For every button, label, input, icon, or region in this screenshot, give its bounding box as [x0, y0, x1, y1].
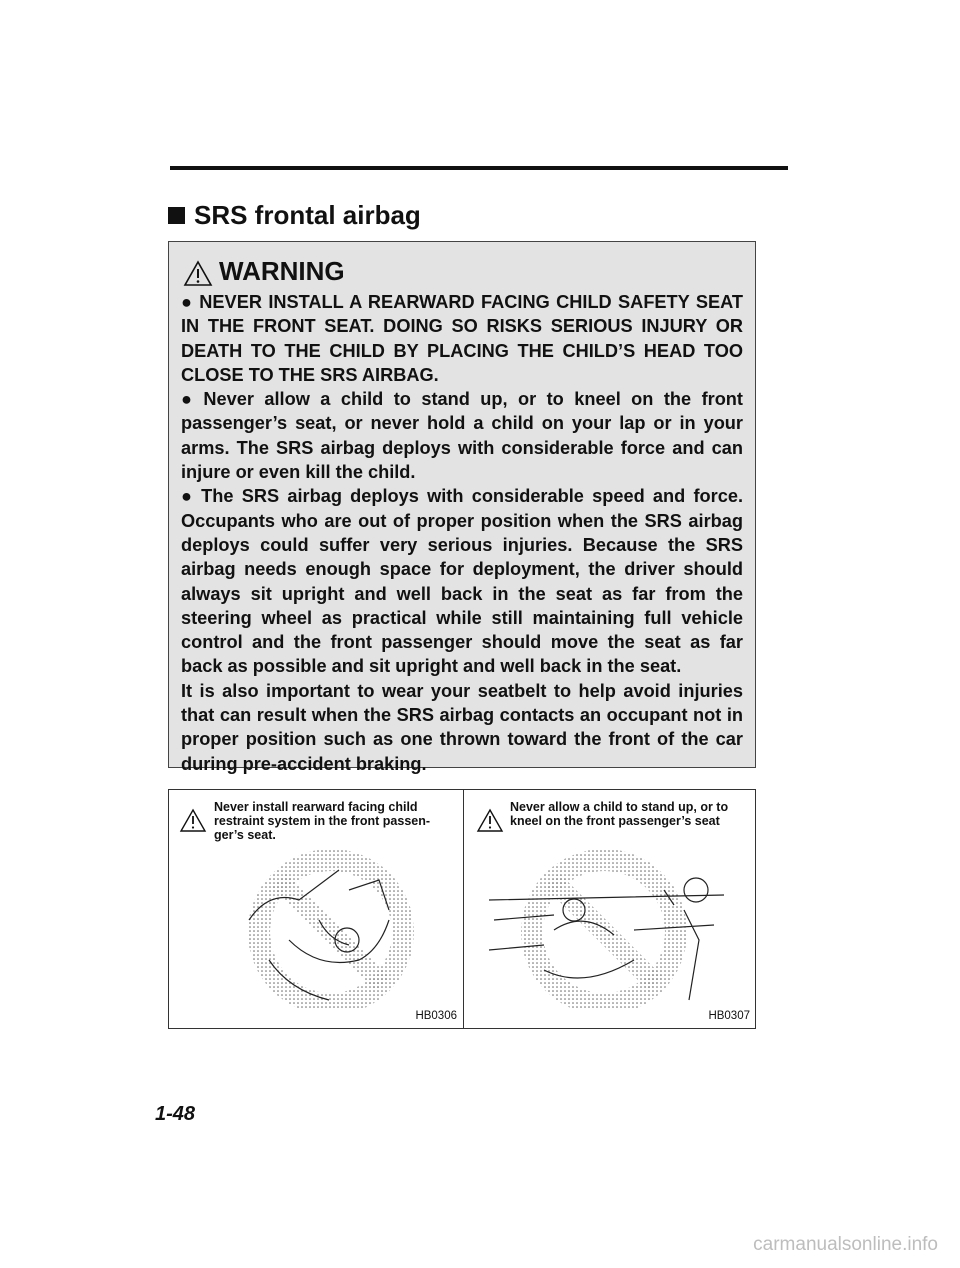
warning-heading: [181, 256, 743, 287]
figure-caption-right: Never allow a child to stand up, or to kneel on the front passenger’s seat: [510, 800, 729, 828]
watermark: carmanualsonline.info: [753, 1234, 938, 1255]
figure-caption-left: Never install rearward facing child restraint system in the front passen-ger’s seat.: [214, 800, 431, 842]
section-square-icon: [168, 207, 185, 224]
warning-bullet-2: ● Never allow a child to stand up, or to kneel on the front passenger’s seat, or never hold a child on your lap or in your arms. The SRS airbag deploys with considerable force and can injure or even kill the child.: [181, 389, 743, 483]
warning-bullet-1: ● NEVER INSTALL A REARWARD FACING CHILD SAFETY SEAT IN THE FRONT SEAT. DOING SO RISKS SERIOUS INJURY OR DEATH TO THE CHILD BY PLACING THE CHILD’S HEAD TOO CLOSE TO THE SRS AIRBAG.: [181, 292, 743, 385]
warning-heading-text: WARNING: [219, 256, 345, 286]
warning-bullet-3: ● The SRS airbag deploys with considerable speed and force. Occupants who are out of proper position when the SRS airbag deploys could suffer very serious injuries. Because the SRS airbag needs enough space for deployment, the driver should always sit upright and well back in the seat as far from the steering wheel as practical while still maintaining full vehicle control and the front passenger should move the seat as far back as possible and sit upright and well back in the seat.: [181, 486, 743, 677]
bullet-icon: ●: [181, 389, 198, 410]
page-number: 1-48: [155, 1103, 196, 1125]
warning-text: [181, 290, 743, 776]
figure-panel-right: [464, 790, 756, 1028]
bullet-icon: ●: [181, 292, 194, 312]
warning-closing: It is also important to wear your seatbelt to help avoid injuries that can result when the SRS airbag contacts an occupant not in proper position such as one thrown toward the front of the car during pre-accident braking.: [181, 680, 743, 774]
caution-triangle-icon: [476, 808, 504, 833]
figure-box: [168, 789, 756, 1029]
warning-box: [168, 241, 756, 774]
section-title-text: SRS frontal airbag: [194, 200, 421, 230]
standing-child-illustration: [484, 850, 744, 1010]
bullet-icon: ●: [181, 486, 196, 507]
caution-triangle-icon: [179, 808, 207, 833]
top-rule: [170, 166, 788, 170]
figure-code-right: HB0307: [708, 1010, 750, 1022]
rearward-child-seat-illustration: [229, 850, 429, 1010]
warning-triangle-icon: [183, 260, 213, 287]
figure-code-left: HB0306: [415, 1010, 457, 1022]
figure-panel-left: [169, 790, 464, 1028]
section-title: [168, 200, 421, 231]
